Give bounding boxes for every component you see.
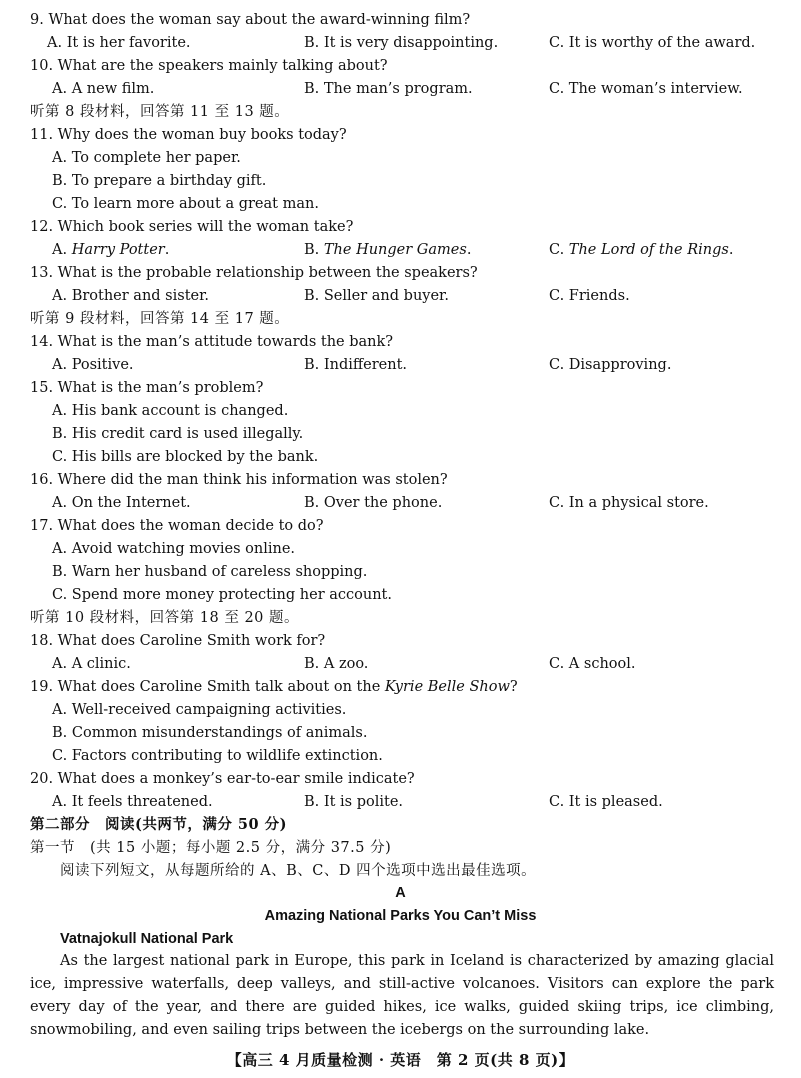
question-stem: 15. What is the man’s problem? [30, 380, 264, 396]
option-a: A. Harry Potter. [52, 242, 170, 258]
option-c: C. A school. [549, 656, 636, 672]
question-stem: 9. What does the woman say about the award-winning film? [30, 12, 471, 28]
option-c: C. To learn more about a great man. [52, 196, 319, 212]
question-stem: 10. What are the speakers mainly talking about? [30, 58, 388, 74]
option-c: C. Disapproving. [549, 357, 672, 373]
option-b: B. Warn her husband of careless shopping. [52, 564, 368, 580]
option-a: A. A clinic. [52, 656, 131, 672]
question-stem: 13. What is the probable relationship between the speakers? [30, 265, 478, 281]
option-b: B. Over the phone. [304, 495, 443, 511]
option-b: B. Seller and buyer. [304, 288, 449, 304]
option-a: A. It feels threatened. [52, 794, 213, 810]
section-instruction: 听第 9 段材料，回答第 14 至 17 题。 [30, 311, 290, 327]
reading-instruction: 阅读下列短文，从每题所给的 A、B、C、D 四个选项中选出最佳选项。 [60, 863, 537, 879]
question-stem: 14. What is the man’s attitude towards the bank? [30, 334, 394, 350]
option-c: C. The woman’s interview. [549, 81, 743, 97]
option-a: A. Brother and sister. [52, 288, 210, 304]
question-stem: 20. What does a monkey’s ear-to-ear smile indicate? [30, 771, 415, 787]
section-heading: 第一节 (共 15 小题；每小题 2.5 分，满分 37.5 分) [30, 840, 392, 856]
question-stem: 16. Where did the man think his information was stolen? [30, 472, 448, 488]
option-b: B. His credit card is used illegally. [52, 426, 304, 442]
option-b: B. Common misunderstandings of animals. [52, 725, 368, 741]
section-instruction: 听第 8 段材料，回答第 11 至 13 题。 [30, 104, 290, 120]
option-a: A. It is her favorite. [47, 35, 191, 51]
option-a: A. His bank account is changed. [52, 403, 289, 419]
option-c: C. It is worthy of the award. [549, 35, 756, 51]
option-b: B. It is very disappointing. [304, 35, 499, 51]
option-a: A. A new film. [52, 81, 155, 97]
section-instruction: 听第 10 段材料，回答第 18 至 20 题。 [30, 610, 300, 626]
option-b: B. It is polite. [304, 794, 404, 810]
option-c: C. Friends. [549, 288, 630, 304]
option-c: C. The Lord of the Rings. [549, 242, 734, 258]
option-b: B. To prepare a birthday gift. [52, 173, 267, 189]
option-a: A. Well-received campaigning activities. [52, 702, 347, 718]
option-a: A. Positive. [52, 357, 134, 373]
question-stem: 11. Why does the woman buy books today? [30, 127, 347, 143]
option-c: C. Factors contributing to wildlife extinction. [52, 748, 383, 764]
book-title: The Lord of the Rings [568, 242, 729, 258]
option-c: C. His bills are blocked by the bank. [52, 449, 319, 465]
option-a: A. On the Internet. [52, 495, 191, 511]
option-a: A. Avoid watching movies online. [52, 541, 296, 557]
option-c: C. Spend more money protecting her account. [52, 587, 392, 603]
question-stem: 18. What does Caroline Smith work for? [30, 633, 326, 649]
book-title: The Hunger Games [323, 242, 467, 258]
option-b: B. A zoo. [304, 656, 369, 672]
show-title: Kyrie Belle Show [384, 679, 510, 695]
question-stem: 17. What does the woman decide to do? [30, 518, 324, 534]
option-b: B. The man’s program. [304, 81, 473, 97]
option-c: C. In a physical store. [549, 495, 709, 511]
option-c: C. It is pleased. [549, 794, 663, 810]
part-heading: 第二部分 阅读(共两节，满分 50 分) [30, 816, 287, 833]
option-a: A. To complete her paper. [52, 150, 241, 166]
passage-subtitle: Vatnajokull National Park [60, 931, 234, 947]
option-b: B. Indifferent. [304, 357, 408, 373]
option-b: B. The Hunger Games. [304, 242, 472, 258]
question-stem: 12. Which book series will the woman take? [30, 219, 354, 235]
passage-letter: A [395, 885, 406, 901]
question-stem: 19. What does Caroline Smith talk about on the Kyrie Belle Show? [30, 679, 518, 695]
passage-title: Amazing National Parks You Can’t Miss [264, 908, 537, 924]
page-footer: 【高三 4 月质量检测 · 英语 第 2 页(共 8 页)】 [226, 1051, 575, 1069]
passage-paragraph: As the largest national park in Europe, this park in Iceland is characterized by amazing glacial ice, impressive waterfalls, deep valleys, and still-active volcanoes. Visitors can explore the park every day of the year, and there are guided hikes, ice walks, guided skiing trips, ice climbing, snowmobiling, and even sailing trips between the icebergs on the surrounding lake. [30, 953, 774, 1038]
book-title: Harry Potter [71, 242, 165, 258]
